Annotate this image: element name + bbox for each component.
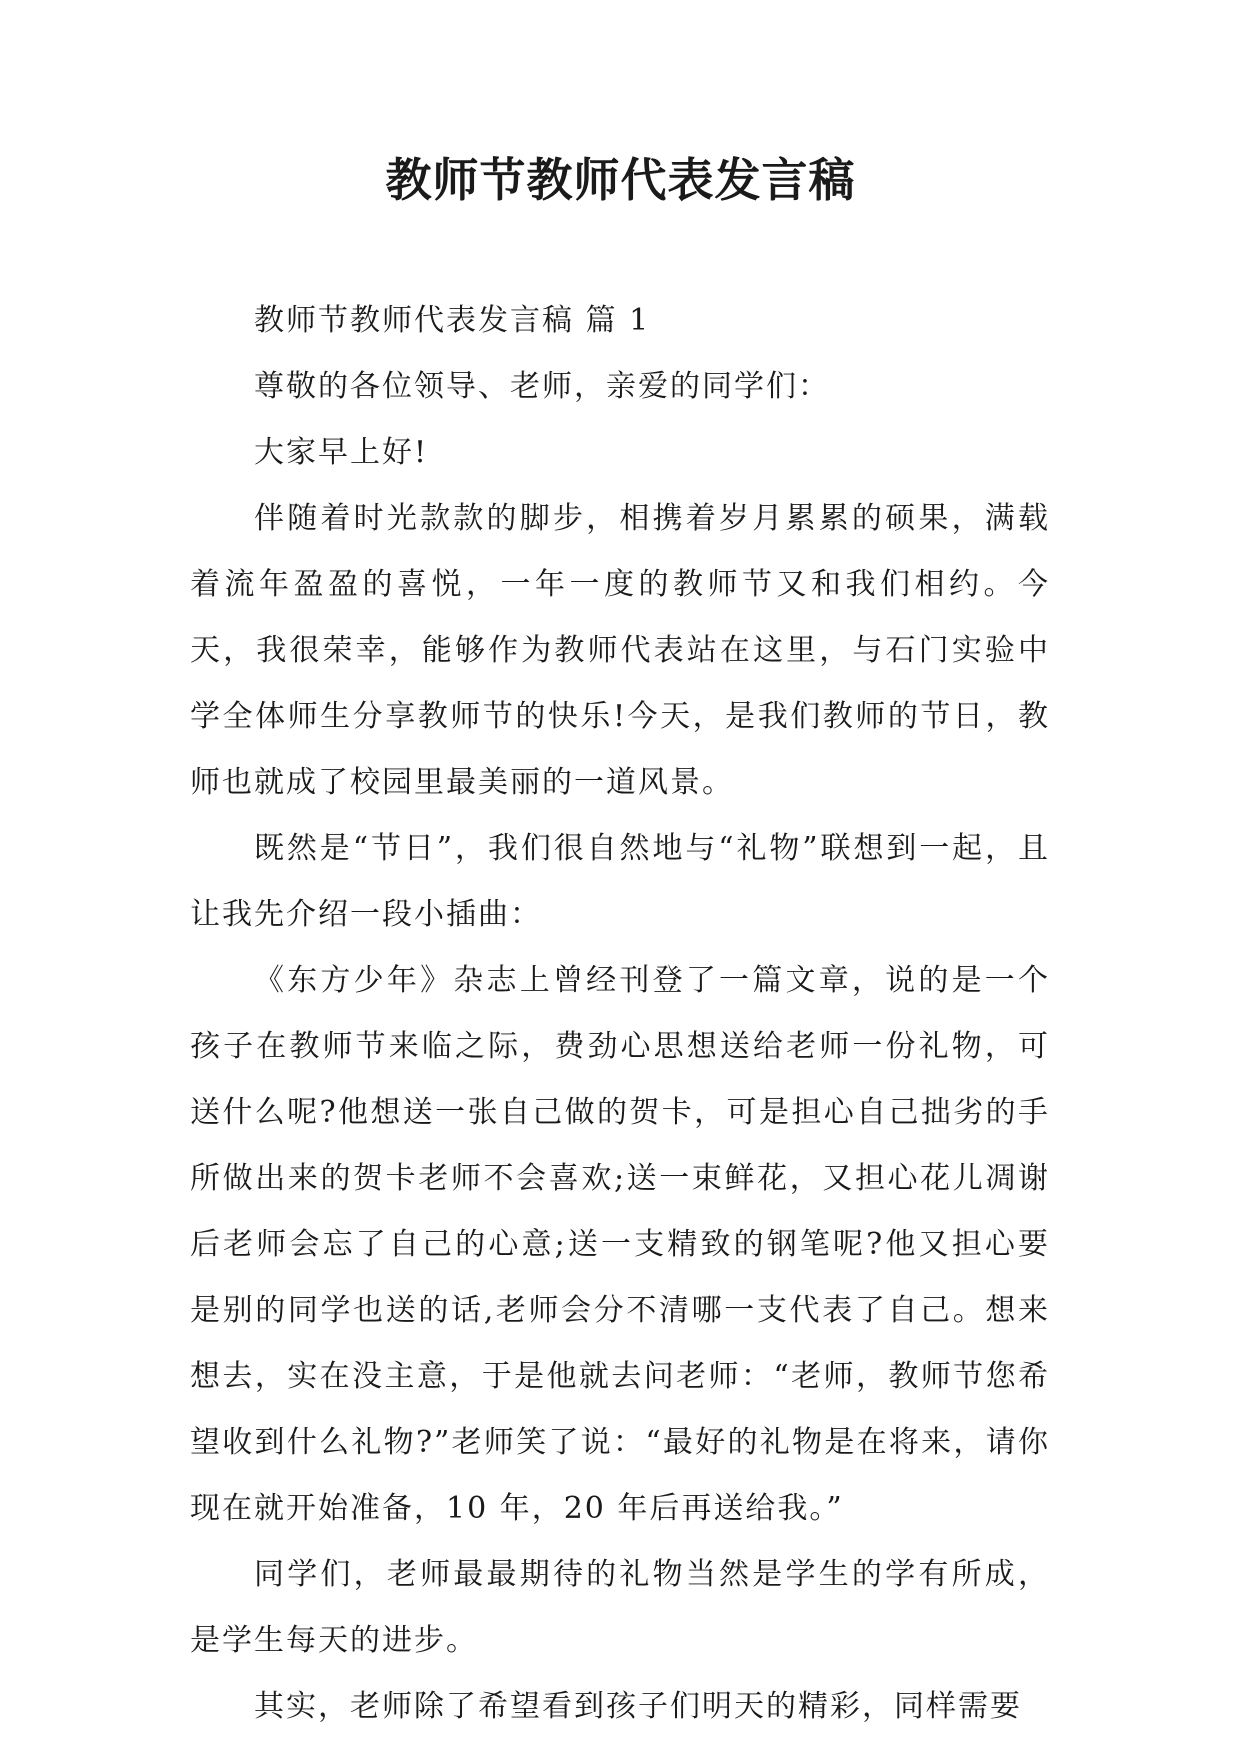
document-body xyxy=(190,288,1050,1740)
greeting: 大家早上好! xyxy=(254,435,429,470)
document-title: 教师节教师代表发言稿 xyxy=(385,153,856,207)
paragraph: 其实，老师除了希望看到孩子们明天的精彩，同样需要 xyxy=(254,1689,1022,1724)
paragraph: 伴随着时光款款的脚步，相携着岁月累累的硕果，满载着流年盈盈的喜悦，一年一度的教师节又和我们相约。今天，我很荣幸，能够作为教师代表站在这里，与石门实验中学全体师生分享教师节的快乐!今天，是我们教师的节日，教师也就成了校园里最美丽的一道风景。 xyxy=(190,501,1050,800)
paragraph: 同学们，老师最最期待的礼物当然是学生的学有所成，是学生每天的进步。 xyxy=(190,1557,1050,1658)
section-heading: 教师节教师代表发言稿 篇 1 xyxy=(254,303,651,338)
paragraph: 《东方少年》杂志上曾经刊登了一篇文章，说的是一个孩子在教师节来临之际，费劲心思想送给老师一份礼物，可送什么呢?他想送一张自己做的贺卡，可是担心自己拙劣的手所做出来的贺卡老师不会喜欢;送一束鲜花，又担心花儿凋谢后老师会忘了自己的心意;送一支精致的钢笔呢?他又担心要是别的同学也送的话,老师会分不清哪一支代表了自己。想来想去，实在没主意，于是他就去问老师：“老师，教师节您希望收到什么礼物?”老师笑了说：“最好的礼物是在将来，请你现在就开始准备，10 年，20 年后再送给我。” xyxy=(190,963,1050,1526)
paragraph: 既然是“节日”，我们很自然地与“礼物”联想到一起，且让我先介绍一段小插曲： xyxy=(190,831,1050,932)
salutation: 尊敬的各位领导、老师，亲爱的同学们： xyxy=(254,369,830,404)
